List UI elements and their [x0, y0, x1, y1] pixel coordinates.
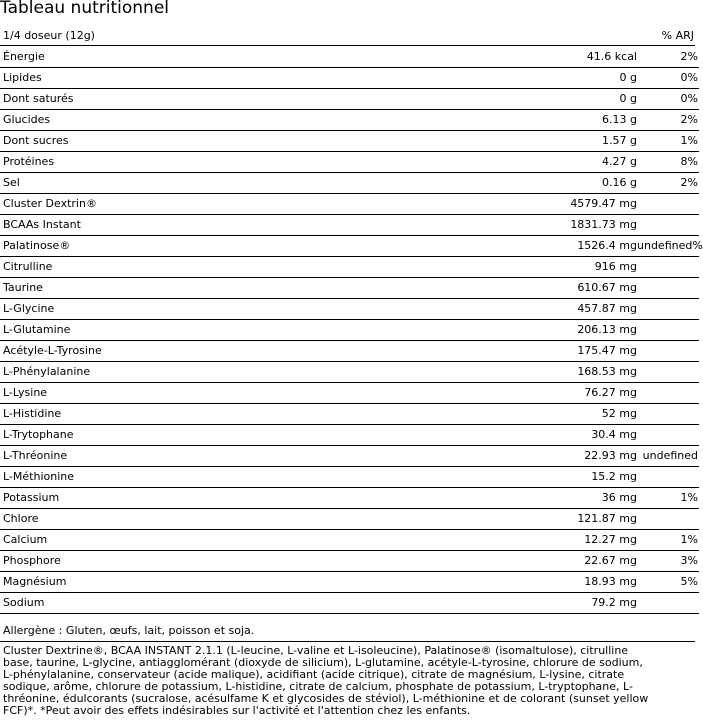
table-row: [0, 383, 699, 404]
nutrient-percent: [637, 299, 699, 320]
ingredients-text: Cluster Dextrine®, BCAA INSTANT 2.1.1 (L-leucine, L-valine et L-isoleucine), Palatinose® (isomaltulose), citrulline base, taurine, L-glycine, antiagglomérant (dioxyde de silicium), L-glutamine, acétyle-L-tyrosine, chlorure de sodium, L-phénylalanine, conservateur (acide malique), acidifiant (acide citrique), citrate de magnésium, L-lysine, citrate sodique, arôme, chlorure de potassium, L-histidine, citrate de calcium, phosphate de potassium, L-tryptophane, L-thréonine, édulcorants (sucralose, acésulfame K et glycosides de stéviol), L-méthionine et de colorant (sunset yellow FCF)*. *Peut avoir des effets indésirables sur l'activité et l'attention chez les enfants.: [3, 644, 649, 717]
table-row: [0, 530, 699, 551]
nutrient-percent: [637, 278, 699, 299]
nutrient-value: 76.27 mg: [433, 383, 637, 404]
nutrient-name: Potassium: [0, 488, 433, 509]
nutrient-value: 15.2 mg: [433, 467, 637, 488]
nutrient-name: L-Glycine: [0, 299, 433, 320]
nutrient-percent: [637, 467, 699, 488]
table-row: [0, 593, 699, 614]
table-row: [0, 467, 699, 488]
nutrient-value: 916 mg: [433, 257, 637, 278]
table-row: [0, 68, 699, 89]
nutrient-percent: [637, 362, 699, 383]
nutrient-name: Chlore: [0, 509, 433, 530]
nutrient-value: 22.67 mg: [433, 551, 637, 572]
nutrient-percent: [637, 383, 699, 404]
nutrient-value: 0 g: [433, 68, 637, 89]
nutrient-percent: 1%: [637, 131, 699, 152]
nutrient-percent: [637, 215, 699, 236]
nutrient-name: BCAAs Instant: [0, 215, 433, 236]
nutrient-value: 121.87 mg: [433, 509, 637, 530]
nutrient-percent: 2%: [637, 173, 699, 194]
nutrient-value: 12.27 mg: [433, 530, 637, 551]
table-row: [0, 446, 699, 467]
nutrient-value: 206.13 mg: [433, 320, 637, 341]
table-row: [0, 425, 699, 446]
nutrient-percent: [637, 404, 699, 425]
nutrient-percent: [637, 341, 699, 362]
table-row: [0, 152, 699, 173]
nutrient-value: 457.87 mg: [433, 299, 637, 320]
nutrient-percent: [637, 257, 699, 278]
nutrient-value: 4.27 g: [433, 152, 637, 173]
nutrient-percent: [637, 425, 699, 446]
nutrient-name: L-Méthionine: [0, 467, 433, 488]
nutrient-name: Glucides: [0, 110, 433, 131]
nutrient-name: Calcium: [0, 530, 433, 551]
table-row: [0, 257, 699, 278]
nutrient-name: L-Glutamine: [0, 320, 433, 341]
nutrient-percent: 1%: [637, 530, 699, 551]
nutrient-value: 175.47 mg: [433, 341, 637, 362]
nutrient-value: 79.2 mg: [433, 593, 637, 614]
nutrient-percent: undefined%: [637, 236, 699, 257]
nutrient-name: L-Trytophane: [0, 425, 433, 446]
page-title: Tableau nutritionnel: [0, 0, 170, 18]
nutrient-name: L-Lysine: [0, 383, 433, 404]
nutrient-percent: [637, 194, 699, 215]
nutrient-name: L-Phénylalanine: [0, 362, 433, 383]
table-row: [0, 47, 699, 68]
table-row: [0, 131, 699, 152]
nutrient-percent: 0%: [637, 68, 699, 89]
serving-size-label: 1/4 doseur (12g): [3, 29, 95, 42]
allergen-text: Allergène : Gluten, œufs, lait, poisson et soja.: [3, 624, 255, 637]
nutrient-name: Sel: [0, 173, 433, 194]
allergen-info: [0, 620, 695, 642]
nutrient-percent: 2%: [637, 110, 699, 131]
table-row: [0, 509, 699, 530]
nutrient-percent: [637, 593, 699, 614]
nutrient-name: L-Thréonine: [0, 446, 433, 467]
table-row: [0, 236, 699, 257]
nutrient-name: Dont saturés: [0, 89, 433, 110]
table-row: [0, 320, 699, 341]
nutrient-value: 52 mg: [433, 404, 637, 425]
nutrient-percent: 3%: [637, 551, 699, 572]
nutrient-name: Sodium: [0, 593, 433, 614]
nutrient-percent: [637, 320, 699, 341]
table-row: [0, 572, 699, 593]
nutrient-percent: 2%: [637, 47, 699, 68]
table-row: [0, 362, 699, 383]
nutrient-name: Palatinose®: [0, 236, 433, 257]
nutrient-percent: undefined: [637, 446, 699, 467]
nutrient-name: Protéines: [0, 152, 433, 173]
nutrient-percent: 5%: [637, 572, 699, 593]
nutrient-name: Dont sucres: [0, 131, 433, 152]
table-row: [0, 299, 699, 320]
nutrient-value: 30.4 mg: [433, 425, 637, 446]
nutrient-name: Phosphore: [0, 551, 433, 572]
nutrient-value: 6.13 g: [433, 110, 637, 131]
table-row: [0, 551, 699, 572]
nutrient-percent: 1%: [637, 488, 699, 509]
nutrient-value: 0.16 g: [433, 173, 637, 194]
nutrient-value: 168.53 mg: [433, 362, 637, 383]
nutrient-value: 36 mg: [433, 488, 637, 509]
nutrient-value: 1526.4 mg: [433, 236, 637, 257]
nutrient-value: 18.93 mg: [433, 572, 637, 593]
table-row: [0, 341, 699, 362]
table-row: [0, 89, 699, 110]
nutrient-name: Taurine: [0, 278, 433, 299]
nutrient-percent: 8%: [637, 152, 699, 173]
table-row: [0, 278, 699, 299]
table-row: [0, 173, 699, 194]
nutrient-name: Citrulline: [0, 257, 433, 278]
percent-arj-label: % ARJ: [661, 29, 694, 42]
nutrient-value: 41.6 kcal: [433, 47, 637, 68]
table-row: [0, 404, 699, 425]
nutrient-name: Énergie: [0, 47, 433, 68]
nutrient-value: 0 g: [433, 89, 637, 110]
nutrient-value: 610.67 mg: [433, 278, 637, 299]
nutrient-name: Magnésium: [0, 572, 433, 593]
nutrient-value: 4579.47 mg: [433, 194, 637, 215]
nutrient-name: Cluster Dextrin®: [0, 194, 433, 215]
table-header: [0, 27, 695, 46]
nutrient-value: 1831.73 mg: [433, 215, 637, 236]
table-row: [0, 488, 699, 509]
nutrient-percent: [637, 509, 699, 530]
table-row: [0, 215, 699, 236]
table-row: [0, 110, 699, 131]
nutrient-name: Lipides: [0, 68, 433, 89]
nutrient-name: L-Histidine: [0, 404, 433, 425]
nutrient-value: 1.57 g: [433, 131, 637, 152]
nutrient-value: 22.93 mg: [433, 446, 637, 467]
nutrition-table: [0, 47, 703, 614]
nutrient-name: Acétyle-L-Tyrosine: [0, 341, 433, 362]
nutrient-percent: 0%: [637, 89, 699, 110]
table-row: [0, 194, 699, 215]
